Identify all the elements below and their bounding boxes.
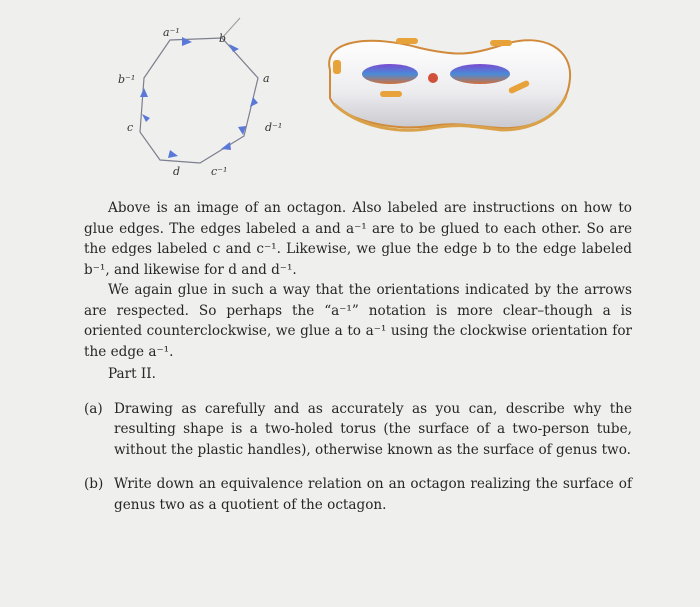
paragraph-instructions: Above is an image of an octagon. Also labeled are instructions on how to glue edges. The edges labeled a and a⁻¹ are to be glued to each other. So are the edges labeled c and c⁻¹. Likewise, we glue the edge b to the edge labeled b⁻¹, and likewise for d and d⁻¹. [84,200,632,278]
arrow-right-upper [250,97,258,107]
paragraph-orientation: We again glue in such a way that the orientations indicated by the arrows are respected. So perhaps the “a⁻¹” notation is more clear–though a is oriented counterclockwise, we glue a to a⁻¹ using the clockwise orientation for the edge a⁻¹. [84,282,632,360]
question-b-label: (b) [84,476,104,492]
label-bottom-left: d [173,165,181,178]
octagon [140,38,258,163]
two-person-tube-image [329,38,570,130]
part-heading: Part II. [108,366,156,382]
arrow-left-lower [142,114,150,122]
center-logo [428,73,438,83]
handle-bottom-left [380,91,402,97]
handle-top-right [490,40,512,46]
question-a-text: Drawing as carefully and as accurately as you can, describe why the resulting shape is a two-holed torus (the surface of a two-person tube, without the plastic handles), otherwise known as the surface of genus two. [114,400,632,458]
label-top-left: a⁻¹ [163,26,180,39]
label-left-upper: b⁻¹ [118,73,136,86]
handle-left [333,60,341,74]
question-a [84,399,632,461]
label-bottom-right: c⁻¹ [211,165,228,178]
arrow-left-upper [140,88,148,97]
question-b-text: Write down an equivalence relation on an octagon realizing the surface of genus two as a quotient of the octagon. [114,476,632,513]
tube-body [329,40,570,128]
arrow-bottom-left [168,150,178,158]
question-a-label: (a) [84,400,103,417]
figure-svg [0,0,700,190]
octagon-diagram [118,18,282,178]
arrow-bottom-right [221,142,231,150]
question-b [84,474,632,515]
label-right-upper: a [263,72,270,85]
handle-top-left [396,38,418,44]
label-right-lower: d⁻¹ [265,121,283,134]
label-top-right: b [219,32,227,45]
right-hole [450,64,510,84]
left-hole [362,64,418,84]
arrow-top-left [182,37,192,46]
figure-area [0,0,700,190]
problem-text [84,198,632,523]
label-left-lower: c [127,121,134,134]
